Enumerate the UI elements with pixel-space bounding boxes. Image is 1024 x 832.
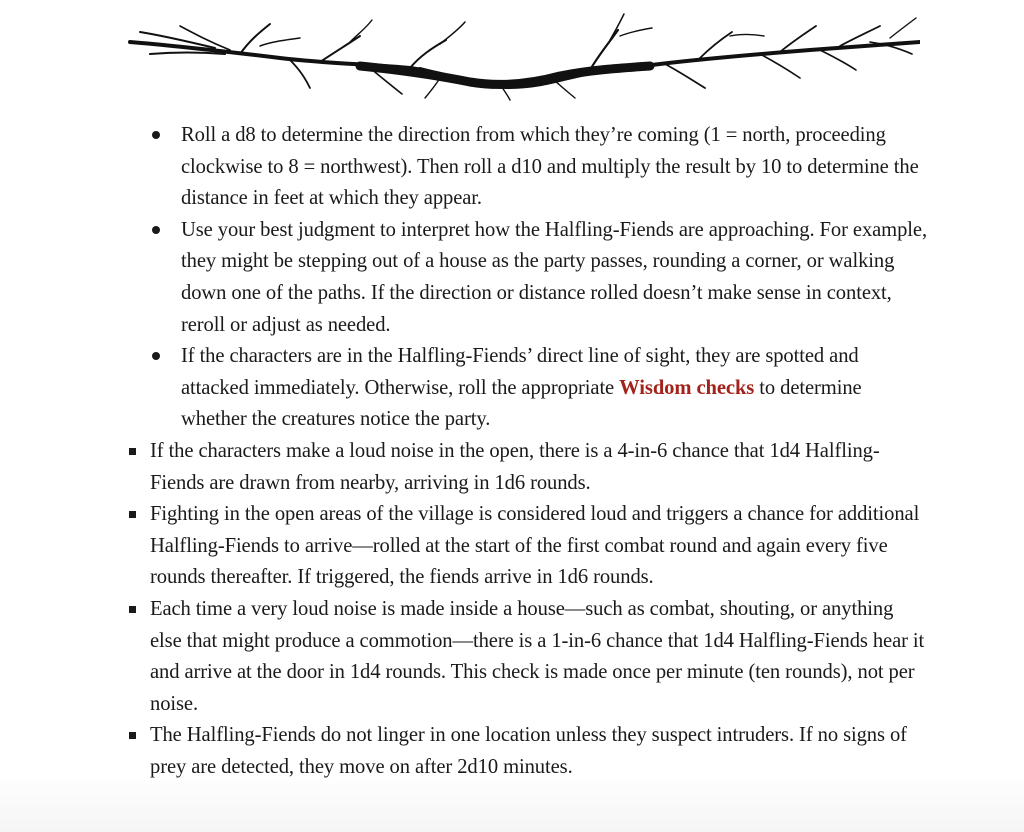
bullet-item bbox=[128, 594, 928, 720]
sub-bullet-text-after: to determine whether the creatures notice the party. bbox=[181, 376, 862, 431]
sub-bullet-item bbox=[181, 341, 928, 436]
bullet-item bbox=[128, 720, 928, 783]
bullet-text: Each time a very loud noise is made inside a house—such as combat, shouting, or anything else that might produce a commotion—there is a 1-in-6 chance that 1d4 Halfling-Fiends hear it and arrive at the door in 1d4 rounds. This check is made once per minute (ten rounds), not per noise. bbox=[150, 597, 925, 715]
bullet-list bbox=[128, 436, 928, 784]
sub-bullet-item bbox=[181, 215, 928, 341]
bullet-item bbox=[128, 436, 928, 499]
round-bullet-icon bbox=[152, 226, 160, 234]
bullet-text: Fighting in the open areas of the village is considered loud and triggers a chance for additional Halfling-Fiends to arrive—rolled at the start of the first combat round and again every five rounds thereafter. If triggered, the fiends arrive in 1d6 rounds. bbox=[150, 503, 920, 589]
round-bullet-icon bbox=[152, 131, 160, 139]
sub-bullet-item bbox=[181, 120, 928, 215]
sub-bullet-text: Roll a d8 to determine the direction from which they’re coming (1 = north, proceeding clockwise to 8 = northwest). Then roll a d10 and multiply the result by 10 to determine the distance in feet at which they appear. bbox=[181, 124, 919, 210]
bullet-text: If the characters make a loud noise in the open, there is a 4-in-6 chance that 1d4 Halfling-Fiends are drawn from nearby, arriving in 1d6 rounds. bbox=[150, 439, 880, 494]
square-bullet-icon bbox=[129, 511, 136, 518]
wisdom-checks-link[interactable]: Wisdom checks bbox=[619, 376, 755, 399]
square-bullet-icon bbox=[129, 606, 136, 613]
sub-bullet-text-before: If the characters are in the Halfling-Fiends’ direct line of sight, they are spotted and attacked immediately. Otherwise, roll the appropriate bbox=[181, 345, 859, 399]
square-bullet-icon bbox=[129, 448, 136, 455]
sub-bullet-text: Use your best judgment to interpret how the Halfling-Fiends are approaching. For example, they might be stepping out of a house as the party passes, rounding a corner, or walking down one of the paths. If the direction or distance rolled doesn’t make sense in context, reroll or adjust as needed. bbox=[181, 218, 928, 336]
round-bullet-icon bbox=[152, 352, 160, 360]
rules-text-block bbox=[128, 120, 928, 783]
bullet-item bbox=[128, 499, 928, 594]
bullet-text: The Halfling-Fiends do not linger in one location unless they suspect intruders. If no signs of prey are detected, they move on after 2d10 minutes. bbox=[150, 724, 907, 778]
tree-branch-divider-icon bbox=[120, 12, 920, 102]
square-bullet-icon bbox=[129, 732, 136, 739]
sub-bullet-list bbox=[181, 120, 928, 436]
